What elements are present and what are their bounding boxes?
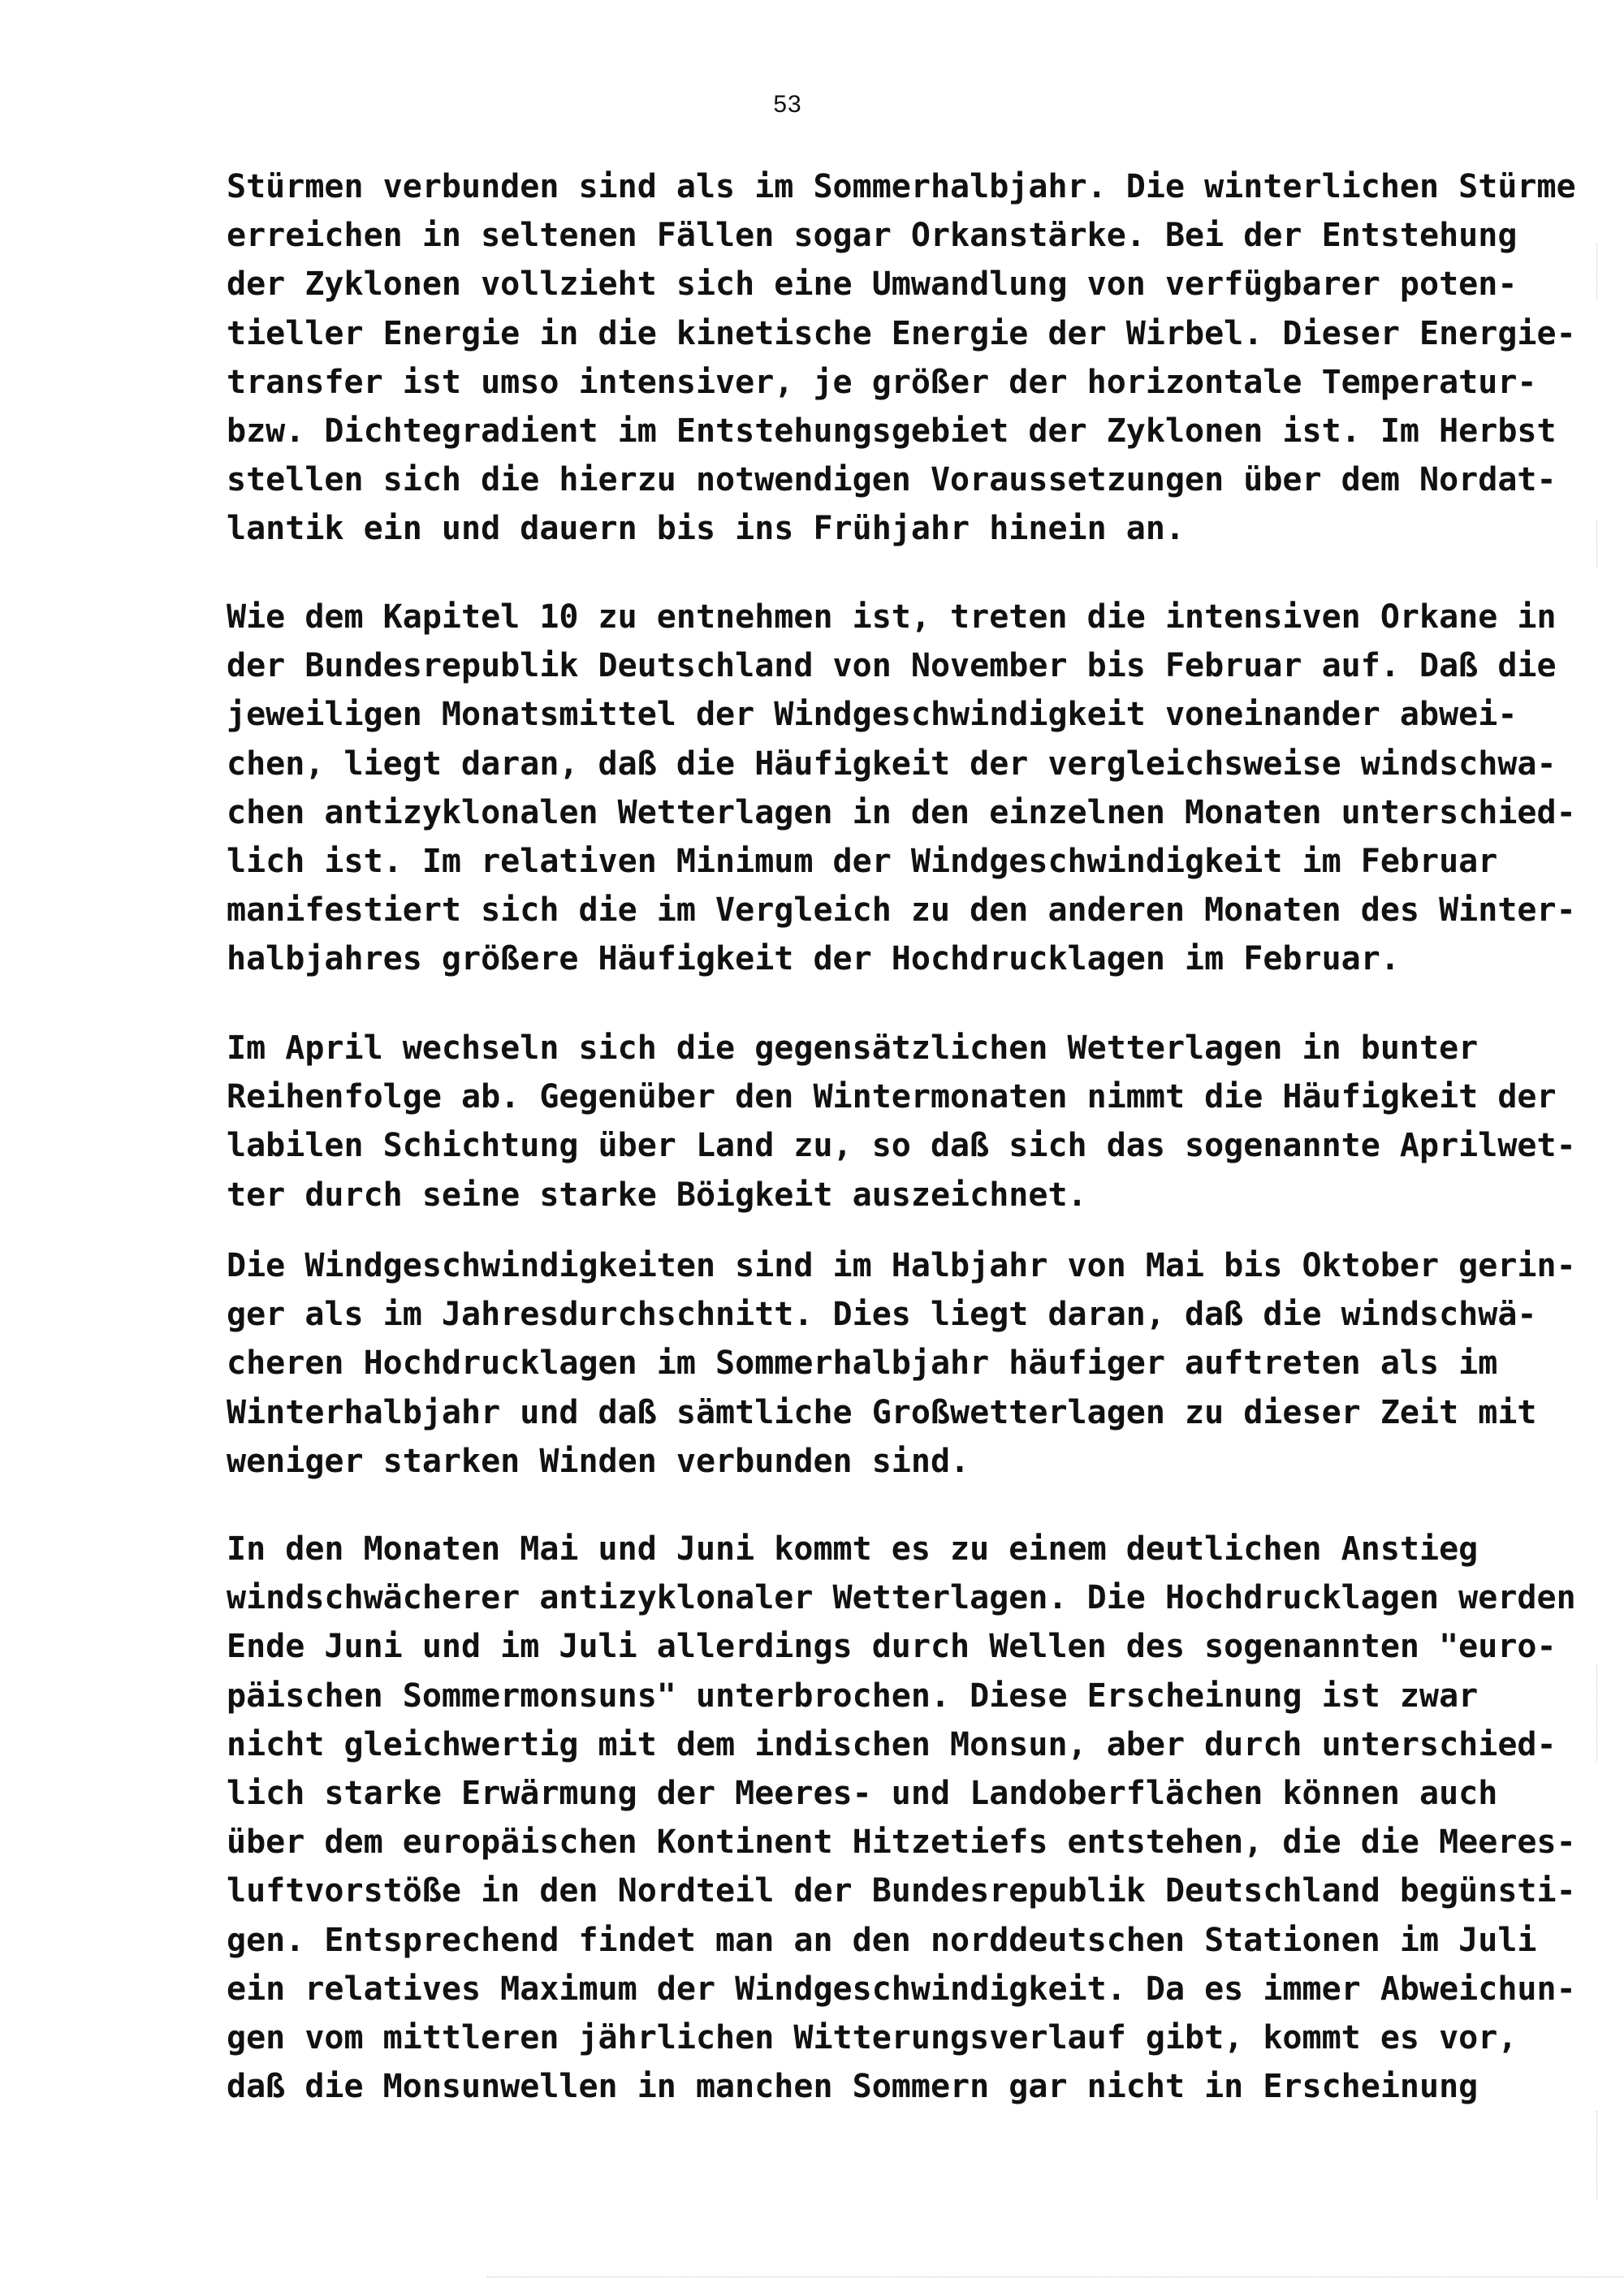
paragraph-line: Winterhalbjahr und daß sämtliche Großwetterlagen zu dieser Zeit mit <box>227 1393 1537 1431</box>
paragraph-line: Wie dem Kapitel 10 zu entnehmen ist, treten die intensiven Orkane in <box>227 598 1557 636</box>
paragraph-line: chen, liegt daran, daß die Häufigkeit der vergleichsweise windschwa- <box>227 744 1557 783</box>
paragraph-line: daß die Monsunwellen in manchen Sommern gar nicht in Erscheinung <box>227 2068 1479 2106</box>
scan-margin-mark <box>1596 244 1597 300</box>
paragraph-4 <box>227 1241 1576 1486</box>
paragraph-5 <box>227 1525 1576 2111</box>
paragraph-line: Reihenfolge ab. Gegenüber den Wintermonaten nimmt die Häufigkeit der <box>227 1078 1557 1116</box>
paragraph-line: jeweiligen Monatsmittel der Windgeschwindigkeit voneinander abwei- <box>227 696 1518 734</box>
scan-margin-mark <box>1596 1664 1597 1762</box>
paragraph-line: Ende Juni und im Juli allerdings durch Wellen des sogenannten "euro- <box>227 1628 1557 1666</box>
paragraph-2 <box>227 593 1576 984</box>
paragraph-line: labilen Schichtung über Land zu, so daß sich das sogenannte Aprilwet- <box>227 1127 1576 1165</box>
paragraph-line: gen. Entsprechend findet man an den norddeutschen Stationen im Juli <box>227 1921 1537 1959</box>
paragraph-line: In den Monaten Mai und Juni kommt es zu einem deutlichen Anstieg <box>227 1530 1479 1568</box>
paragraph-line: gen vom mittleren jährlichen Witterungsverlauf gibt, kommt es vor, <box>227 2018 1518 2056</box>
paragraph-line: erreichen in seltenen Fällen sogar Orkanstärke. Bei der Entstehung <box>227 217 1518 255</box>
paragraph-line: päischen Sommermonsuns" unterbrochen. Diese Erscheinung ist zwar <box>227 1677 1479 1715</box>
paragraph-line: halbjahres größere Häufigkeit der Hochdrucklagen im Februar. <box>227 940 1400 978</box>
paragraph-line: der Bundesrepublik Deutschland von November bis Februar auf. Daß die <box>227 647 1557 685</box>
paragraph-line: nicht gleichwertig mit dem indischen Monsun, aber durch unterschied- <box>227 1725 1557 1763</box>
paragraph-1 <box>227 162 1576 554</box>
scan-margin-mark <box>1596 2111 1597 2200</box>
paragraph-line: lich ist. Im relativen Minimum der Windgeschwindigkeit im Februar <box>227 842 1498 880</box>
page-number: 53 <box>773 91 802 118</box>
paragraph-line: cheren Hochdrucklagen im Sommerhalbjahr häufiger auftreten als im <box>227 1344 1498 1383</box>
paragraph-line: manifestiert sich die im Vergleich zu den anderen Monaten des Winter- <box>227 891 1576 930</box>
paragraph-line: ger als im Jahresdurchschnitt. Dies liegt daran, daß die windschwä- <box>227 1296 1537 1334</box>
paragraph-line: weniger starken Winden verbunden sind. <box>227 1442 970 1480</box>
paragraph-line: chen antizyklonalen Wetterlagen in den einzelnen Monaten unterschied- <box>227 793 1576 831</box>
paragraph-line: bzw. Dichtegradient im Entstehungsgebiet der Zyklonen ist. Im Herbst <box>227 412 1557 450</box>
paragraph-line: der Zyklonen vollzieht sich eine Umwandlung von verfügbarer poten- <box>227 265 1518 304</box>
paragraph-line: Stürmen verbunden sind als im Sommerhalbjahr. Die winterlichen Stürme <box>227 168 1576 205</box>
paragraph-line: luftvorstöße in den Nordteil der Bundesrepublik Deutschland begünsti- <box>227 1872 1576 1910</box>
paragraph-line: über dem europäischen Kontinent Hitzetiefs entstehen, die die Meeres- <box>227 1823 1576 1862</box>
paragraph-3 <box>227 1024 1576 1219</box>
paragraph-line: lich starke Erwärmung der Meeres- und Landoberflächen können auch <box>227 1774 1498 1812</box>
scan-margin-mark <box>1596 520 1597 568</box>
paragraph-line: Die Windgeschwindigkeiten sind im Halbjahr von Mai bis Oktober gerin- <box>227 1247 1576 1284</box>
paragraph-line: ter durch seine starke Böigkeit auszeichnet. <box>227 1176 1087 1214</box>
paragraph-line: lantik ein und dauern bis ins Frühjahr hinein an. <box>227 510 1186 548</box>
paragraph-line: windschwächerer antizyklonaler Wetterlagen. Die Hochdrucklagen werden <box>227 1579 1576 1617</box>
paragraph-line: transfer ist umso intensiver, je größer der horizontale Temperatur- <box>227 363 1537 401</box>
paragraph-line: tieller Energie in die kinetische Energie der Wirbel. Dieser Energie- <box>227 314 1576 352</box>
paragraph-line: ein relatives Maximum der Windgeschwindigkeit. Da es immer Abweichun- <box>227 1970 1576 2008</box>
paragraph-line: stellen sich die hierzu notwendigen Voraussetzungen über dem Nordat- <box>227 461 1557 499</box>
paragraph-line: Im April wechseln sich die gegensätzlichen Wetterlagen in bunter <box>227 1029 1479 1067</box>
